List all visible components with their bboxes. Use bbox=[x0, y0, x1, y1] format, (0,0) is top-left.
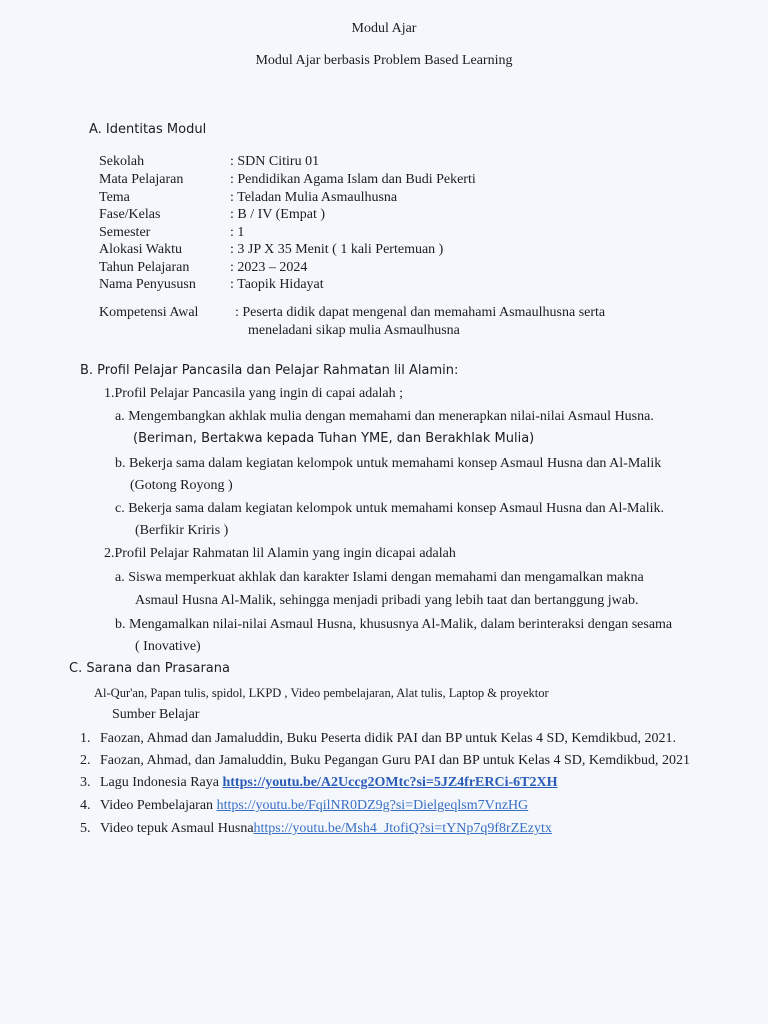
identity-value: : Teladan Mulia Asmaulhusna bbox=[230, 190, 398, 205]
list-item-note: (Beriman, Bertakwa kepada Tuhan YME, dan Berakhlak Mulia) bbox=[133, 431, 535, 446]
list-item-note: ( Inovative) bbox=[135, 639, 201, 654]
document-subtitle: Modul Ajar berbasis Problem Based Learning bbox=[255, 53, 513, 68]
identity-value: : 1 bbox=[230, 225, 245, 240]
list-item bbox=[80, 752, 690, 770]
kompetensi-text: : Peserta didik dapat mengenal dan memahami Asmaulhusna serta bbox=[235, 305, 606, 320]
identity-label: Sekolah bbox=[99, 154, 145, 169]
identity-label: Fase/Kelas bbox=[99, 207, 161, 222]
kompetensi-label: Kompetensi Awal bbox=[99, 305, 199, 320]
identity-value: : Pendidikan Agama Islam dan Budi Pekerti bbox=[230, 172, 476, 187]
list-item bbox=[80, 774, 557, 792]
profile-rahmatan-title: 2.Profil Pelajar Rahmatan lil Alamin yang ingin dicapai adalah bbox=[104, 546, 456, 561]
list-item: c. Bekerja sama dalam kegiatan kelompok untuk memahami konsep Asmaul Husna dan Al-Malik. bbox=[115, 501, 664, 516]
list-item bbox=[80, 797, 528, 815]
source-text: Video Pembelajaran bbox=[100, 798, 217, 813]
source-text: Lagu Indonesia Raya bbox=[100, 775, 223, 790]
list-item: b. Bekerja sama dalam kegiatan kelompok untuk memahami konsep Asmaul Husna dan Al-Malik bbox=[115, 456, 662, 471]
identity-label: Nama Penyususn bbox=[99, 277, 196, 292]
identity-value: : 2023 – 2024 bbox=[230, 260, 308, 275]
identity-value: : SDN Citiru 01 bbox=[230, 154, 320, 169]
list-item bbox=[80, 730, 676, 748]
profile-pancasila-title: 1.Profil Pelajar Pancasila yang ingin di capai adalah ; bbox=[104, 386, 403, 401]
list-item bbox=[80, 820, 552, 838]
list-item: a. Mengembangkan akhlak mulia dengan memahami dan menerapkan nilai-nilai Asmaul Husna. bbox=[115, 409, 654, 424]
list-item: b. Mengamalkan nilai-nilai Asmaul Husna, khususnya Al-Malik, dalam berinteraksi dengan sesama bbox=[115, 617, 673, 632]
list-number: 1. bbox=[80, 731, 91, 746]
list-number: 2. bbox=[80, 753, 91, 768]
sarana-list: Al-Qur'an, Papan tulis, spidol, LKPD , Video pembelajaran, Alat tulis, Laptop & proyektor bbox=[94, 686, 549, 700]
source-text: Faozan, Ahmad, dan Jamaluddin, Buku Pegangan Guru PAI dan BP untuk Kelas 4 SD, Kemdikbud, 2021 bbox=[100, 753, 691, 768]
source-link[interactable]: https://youtu.be/FqilNR0DZ9g?si=Dielgeqlsm7VnzHG bbox=[216, 798, 529, 813]
sumber-belajar-title: Sumber Belajar bbox=[112, 707, 200, 722]
list-item-note: (Berfikir Kriris ) bbox=[135, 523, 229, 538]
identity-label: Semester bbox=[99, 225, 151, 240]
identity-label: Tema bbox=[99, 190, 130, 205]
identity-label: Tahun Pelajaran bbox=[99, 260, 190, 275]
identity-value: : Taopik Hidayat bbox=[230, 277, 324, 292]
source-link[interactable]: https://youtu.be/A2Uccg2OMtc?si=5JZ4frERCi-6T2XH bbox=[222, 775, 558, 790]
identity-label: Mata Pelajaran bbox=[99, 172, 184, 187]
source-link[interactable]: https://youtu.be/Msh4_JtofiQ?si=tYNp7q9f8rZEzytx bbox=[253, 821, 552, 836]
list-item-note: (Gotong Royong ) bbox=[130, 478, 233, 493]
kompetensi-text: meneladani sikap mulia Asmaulhusna bbox=[248, 323, 460, 338]
source-text: Faozan, Ahmad dan Jamaluddin, Buku Peserta didik PAI dan BP untuk Kelas 4 SD, Kemdikbud, 2021. bbox=[100, 731, 677, 746]
list-number: 5. bbox=[80, 821, 91, 836]
identity-label: Alokasi Waktu bbox=[99, 242, 182, 257]
identity-value: : B / IV (Empat ) bbox=[230, 207, 326, 222]
source-text: Video tepuk Asmaul Husna bbox=[100, 821, 254, 836]
identity-value: : 3 JP X 35 Menit ( 1 kali Pertemuan ) bbox=[230, 242, 444, 257]
section-b-heading: B. Profil Pelajar Pancasila dan Pelajar Rahmatan lil Alamin: bbox=[80, 363, 459, 378]
list-number: 3. bbox=[80, 775, 91, 790]
section-c-heading: C. Sarana dan Prasarana bbox=[69, 661, 230, 676]
list-number: 4. bbox=[80, 798, 91, 813]
list-item: a. Siswa memperkuat akhlak dan karakter Islami dengan memahami dan mengamalkan makna bbox=[115, 570, 644, 585]
section-a-heading: A. Identitas Modul bbox=[89, 122, 207, 137]
document-title: Modul Ajar bbox=[351, 21, 417, 36]
list-item-note: Asmaul Husna Al-Malik, sehingga menjadi pribadi yang lebih taat dan bertanggung jwab. bbox=[135, 593, 639, 608]
